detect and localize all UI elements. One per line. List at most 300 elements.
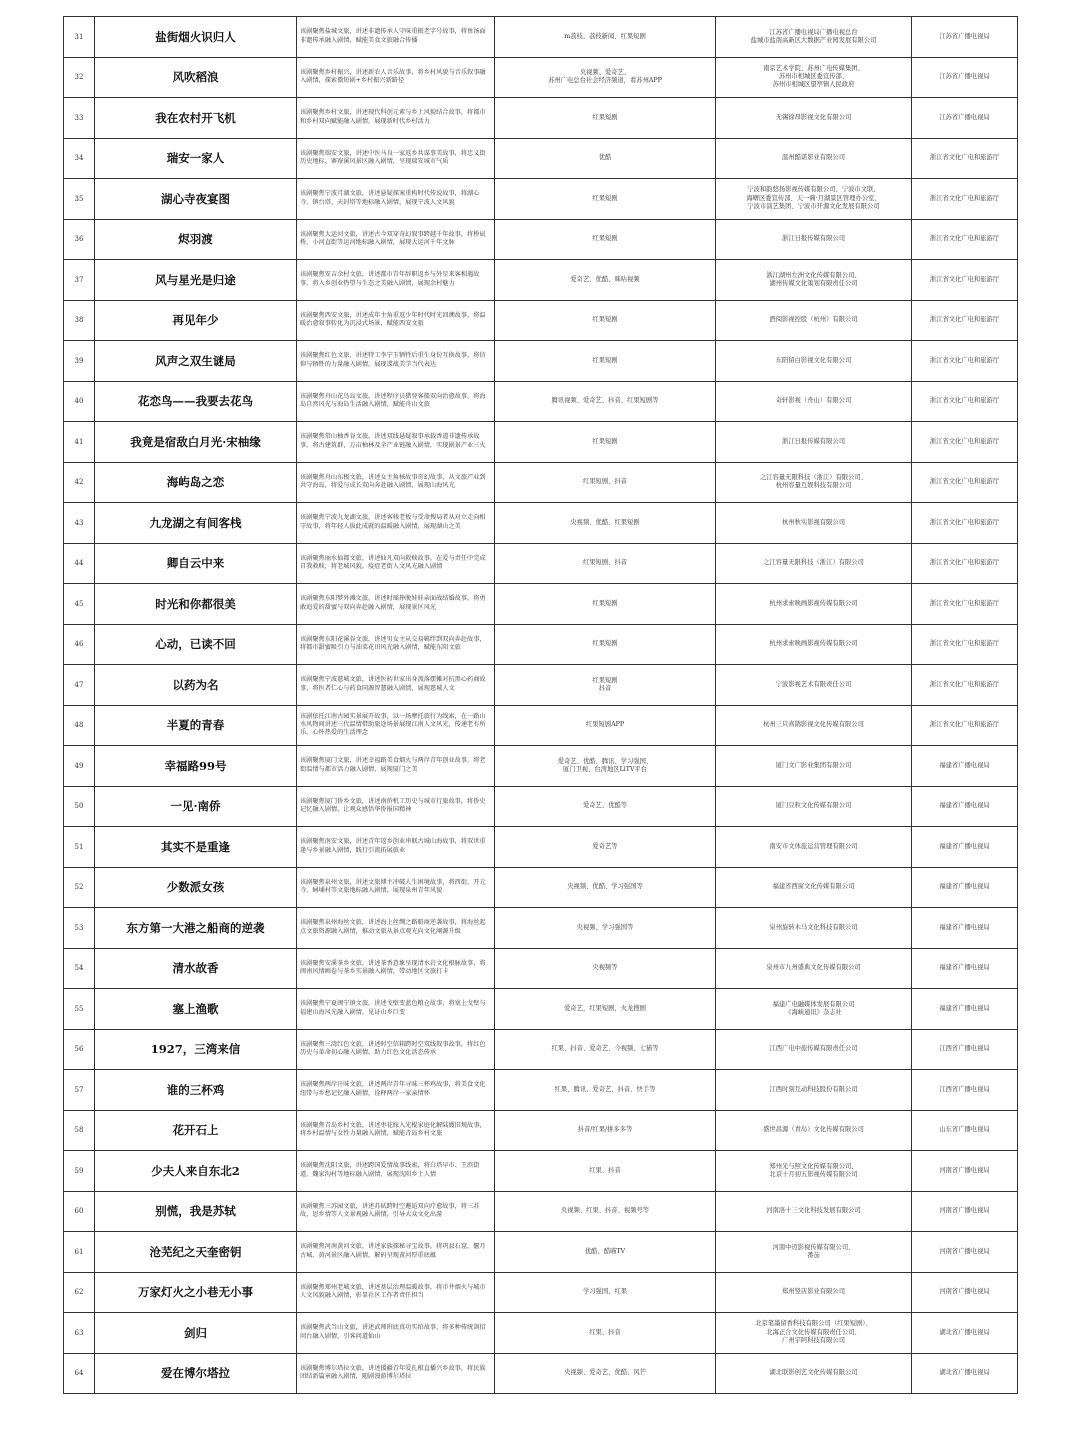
recommending-department-text: 江苏省广播电视局 (939, 73, 990, 81)
recommending-department (912, 908, 1018, 949)
broadcast-platform-text: 红果短剧 (592, 640, 618, 648)
production-company (716, 1070, 912, 1111)
recommending-department-text: 浙江省文化广电和旅游厅 (929, 680, 1000, 688)
production-company (716, 624, 912, 665)
broadcast-platform-text: 红果、腾讯、爱奇艺、抖音、快手等 (554, 1085, 656, 1093)
drama-description (297, 260, 495, 301)
recommending-department-text: 浙江省文化广电和旅游厅 (929, 478, 1000, 486)
drama-description-text: 该剧聚焦郑州老城文旅，讲述基层治理温暖故事，将市井烟火与城市人文风貌融入剧情，彰显社区工作者责任担当 (300, 1283, 486, 1300)
drama-title (95, 1313, 297, 1354)
broadcast-platform-text: 红果、抖音 (589, 1166, 621, 1174)
drama-title-text: 心动，已读不回 (155, 637, 236, 652)
drama-title (95, 1272, 297, 1313)
production-company (716, 260, 912, 301)
broadcast-platform (495, 989, 716, 1030)
row-number-text: 57 (74, 1085, 84, 1094)
drama-description (297, 543, 495, 584)
production-company (716, 1353, 912, 1394)
production-company (716, 1272, 912, 1313)
table-row (64, 98, 1018, 139)
production-company (716, 1313, 912, 1354)
broadcast-platform (495, 1070, 716, 1111)
drama-description (297, 219, 495, 260)
recommending-department (912, 705, 1018, 746)
recommending-department-text: 河南省广播电视局 (939, 1247, 990, 1255)
drama-description-text: 该剧聚焦西安文旅，讲述成年主角重返少年时代时光回溯故事，将温暖治愈叙事转化为沉浸式场景，赋能西安文旅 (300, 311, 486, 328)
recommending-department (912, 219, 1018, 260)
row-number-text: 63 (74, 1328, 84, 1337)
table-row (64, 1272, 1018, 1313)
production-company (716, 908, 912, 949)
production-company-text: 酒阅影视控股（杭州）有限公司 (769, 316, 858, 324)
recommending-department (912, 1070, 1018, 1111)
row-number (64, 908, 95, 949)
drama-title-text: 再见年少 (172, 313, 219, 328)
recommending-department-text: 浙江省文化广电和旅游厅 (929, 316, 1000, 324)
table-row (64, 746, 1018, 787)
row-number-text: 31 (74, 32, 84, 41)
recommending-department (912, 867, 1018, 908)
row-number (64, 1353, 95, 1394)
drama-description-text: 该剧聚焦舟山花鸟岛文旅，讲述程序员猎登客船双向治愈故事，将海岛自然风光与海岛生活融入剧情，赋能舟山文旅 (300, 392, 486, 409)
drama-description (297, 1151, 495, 1192)
table-row (64, 17, 1018, 58)
drama-title-text: 清水故香 (172, 961, 219, 976)
recommending-department-text: 河南省广播电视局 (939, 1166, 990, 1174)
production-company-text: 浙江湖州左洲文化传媒有限公司、 湖州传媒文化策划有限责任公司 (766, 271, 861, 287)
drama-description-text: 该剧聚焦乡村振兴，讲述新农人音乐故事，将乡村风貌与音乐叙事融入剧情，探索微短剧+乡村振兴新路径 (300, 68, 486, 85)
drama-title (95, 786, 297, 827)
row-number-text: 42 (74, 478, 84, 487)
production-company-text: 江西广电中旅传媒有限责任公司 (769, 1045, 858, 1053)
row-number-text: 46 (74, 640, 84, 649)
recommending-department (912, 1272, 1018, 1313)
recommending-department-text: 浙江省文化广电和旅游厅 (929, 721, 1000, 729)
table-row (64, 989, 1018, 1030)
drama-title (95, 827, 297, 868)
broadcast-platform (495, 948, 716, 989)
drama-description-text: 该剧聚焦南安文旅，讲述青年返乡创业串联古城山海故事，将双世重逢与乡景融入剧情，践行引流拓展旅业 (300, 838, 486, 854)
drama-title (95, 1070, 297, 1111)
row-number-text: 51 (74, 842, 84, 851)
drama-title (95, 1029, 297, 1070)
recommending-department (912, 827, 1018, 868)
drama-description (297, 1191, 495, 1232)
recommending-department (912, 1110, 1018, 1151)
drama-title-text: 剑归 (184, 1325, 207, 1340)
row-number (64, 665, 95, 706)
drama-title (95, 584, 297, 625)
drama-title (95, 17, 297, 58)
broadcast-platform-text: 红果短剧 抖音 (592, 676, 618, 692)
broadcast-platform (495, 300, 716, 341)
broadcast-platform (495, 1110, 716, 1151)
drama-description (297, 1313, 495, 1354)
drama-title-text: 少夫人来自东北2 (151, 1163, 240, 1178)
broadcast-platform-text: 红果短剧 (592, 599, 618, 607)
production-company (716, 462, 912, 503)
recommending-department (912, 17, 1018, 58)
drama-title (95, 989, 297, 1030)
production-company-text: 杭州秋实影视有限公司 (782, 518, 845, 526)
table-row (64, 260, 1018, 301)
row-number (64, 1313, 95, 1354)
drama-title-text: 谁的三杯鸡 (166, 1082, 225, 1097)
drama-description-text: 该剧聚焦常山柚香谷文旅，讲述双线悬疑叙事承载香道非遗传承故事，将古建筑群，万亩柚林及全产业链融入剧情，实现剧景产业三火 (300, 433, 486, 449)
production-company (716, 57, 912, 98)
broadcast-platform (495, 422, 716, 463)
recommending-department (912, 138, 1018, 179)
drama-title-text: 海屿岛之恋 (166, 475, 225, 490)
recommending-department-text: 浙江省文化广电和旅游厅 (929, 194, 1000, 202)
recommending-department-text: 湖北省广播电视局 (939, 1369, 990, 1377)
drama-title-text: 花开石上 (172, 1123, 219, 1138)
row-number (64, 462, 95, 503)
recommending-department (912, 746, 1018, 787)
broadcast-platform (495, 260, 716, 301)
recommending-department-text: 福建省广播电视局 (939, 1004, 990, 1012)
broadcast-platform (495, 867, 716, 908)
drama-description-text: 该剧聚焦两岸汗味文旅，讲述两岸青年寻味三杯鸡故事，将美食文化纽带与乡愁记忆融入剧情，诠释两岸一家亲情怀 (300, 1081, 486, 1097)
broadcast-platform (495, 1313, 716, 1354)
recommending-department (912, 422, 1018, 463)
drama-description-text: 该剧聚焦厦门文旅，讲述幸福路美食烟火与两岸青年创业故事，将老街温情与都市活力融入剧情，展现厦门之美 (300, 757, 486, 773)
production-company-text: 厦门文广影业集团有限公司 (775, 761, 852, 769)
drama-title-text: 我竟是宿敌白月光·宋柚缘 (130, 434, 261, 449)
table-row (64, 381, 1018, 422)
drama-title (95, 908, 297, 949)
production-company (716, 381, 912, 422)
production-company-text: 南京艺术学院、苏州广电传媒集团、 苏州市相城区委宣传部、 苏州市相城区望亭镇人民政府 (763, 64, 864, 89)
drama-title (95, 341, 297, 382)
row-number-text: 52 (74, 883, 84, 892)
recommending-department (912, 1232, 1018, 1273)
table-row (64, 867, 1018, 908)
broadcast-platform (495, 827, 716, 868)
drama-title-text: 卿自云中来 (166, 556, 225, 571)
broadcast-platform-text: 红果短剧、抖音 (582, 559, 628, 567)
drama-title (95, 1232, 297, 1273)
production-company-text: 郑州竖店影业有限公司 (782, 1288, 845, 1296)
table-row (64, 665, 1018, 706)
broadcast-platform (495, 584, 716, 625)
drama-title (95, 948, 297, 989)
production-company (716, 1191, 912, 1232)
recommending-department (912, 462, 1018, 503)
drama-description-text: 该剧聚焦三苏园文旅，讲述苏轼跨时空邂逅双向疗愈故事，将三苏故、思乡情等人文景观融入剧情，引导大众文化出游 (300, 1202, 480, 1219)
drama-description-text: 该剧聚焦东阳梦外滩文旅，讲述时瑶挣脱娃娃亲面战结婚故事，将勇敢追爱的甜蜜与双向奔赴融入剧情，展现景区风光 (300, 595, 486, 611)
drama-title (95, 422, 297, 463)
recommending-department (912, 786, 1018, 827)
row-number-text: 54 (74, 964, 84, 973)
row-number (64, 746, 95, 787)
table-row (64, 1232, 1018, 1273)
row-number-text: 36 (74, 235, 84, 244)
recommending-department-text: 福建省广播电视局 (939, 802, 990, 810)
row-number (64, 1191, 95, 1232)
production-company (716, 705, 912, 746)
production-company (716, 543, 912, 584)
drama-description (297, 503, 495, 544)
drama-description-text: 该剧聚焦河南黄河文旅，讲述家族探秘寻宝故事，将巩县石窟、偃月古城、黄河景区融入剧情，解码呈现黄河厚重底蕴 (300, 1243, 486, 1259)
broadcast-platform-text: 央视频、优酷、红果短剧 (570, 518, 640, 526)
production-company-text: 福建省西窗文化传媒有限公司 (772, 883, 855, 891)
recommending-department (912, 57, 1018, 98)
broadcast-platform (495, 908, 716, 949)
production-company-text: 东阳留白影视文化有限公司 (775, 356, 852, 364)
drama-description (297, 1070, 495, 1111)
broadcast-platform (495, 503, 716, 544)
production-company-text: 浙江日报传媒有限公司 (782, 235, 845, 243)
drama-title (95, 1353, 297, 1394)
recommending-department (912, 341, 1018, 382)
drama-description-text: 该剧聚焦东阳花溪谷文旅，讲述男女主从交易羁绊到双向奔赴故事，将都市甜蜜吸引力与油菜花田风光融入剧情，赋能东阳文旅 (300, 635, 486, 652)
production-company (716, 422, 912, 463)
broadcast-platform (495, 543, 716, 584)
production-company (716, 219, 912, 260)
drama-description (297, 1353, 495, 1394)
row-number (64, 503, 95, 544)
drama-title-text: 风吹稻浪 (172, 70, 219, 85)
drama-description-text: 该剧聚焦武当山文旅，讲述武师班底真功实拍故事，将多种传统剑招问台融入剧情，引客问道仙山 (300, 1324, 486, 1340)
recommending-department-text: 福建省广播电视局 (939, 842, 990, 850)
drama-title (95, 381, 297, 422)
table-row (64, 1353, 1018, 1394)
production-company (716, 1232, 912, 1273)
production-company (716, 827, 912, 868)
row-number-text: 35 (74, 194, 84, 203)
table-row (64, 1029, 1018, 1070)
broadcast-platform-text: 央视频、学习强国等 (576, 923, 634, 931)
drama-description-text: 该剧聚焦安溪茶乡文旅，讲述茶香意象呈现清水岩文化根脉故事，将闽南风情画卷与茶乡实景融入剧情，带动地区文旅打卡 (300, 959, 486, 976)
row-number-text: 39 (74, 356, 84, 365)
row-number-text: 50 (74, 802, 84, 811)
row-number (64, 543, 95, 584)
drama-title (95, 746, 297, 787)
production-company-text: 江苏省广播电视局广播电视总台 盐城市盐南高新区大数据产业园发展有限公司 (750, 28, 877, 44)
recommending-department (912, 503, 1018, 544)
production-company-text: 之江容量无限科技（浙江）有限公司 (763, 559, 864, 567)
table-row (64, 1110, 1018, 1151)
drama-description-text: 该剧聚焦乡村文旅，讲述现代科创元素与乡土风貌结合故事，将都市和乡村双向赋能融入剧情，展现新时代乡村活力 (300, 109, 486, 125)
drama-description-text: 该剧聚焦泉州文旅，讲述文旅博主冲破人生困境故事，将西街、开元寺、蟳埔村等文旅地标融入剧情，展现泉州青年风貌 (300, 878, 486, 895)
drama-title-text: 幸福路99号 (164, 758, 227, 773)
drama-description (297, 665, 495, 706)
broadcast-platform (495, 1151, 716, 1192)
production-company-text: 郑州光与照文化传媒有限公司、 北京十月初五影视传媒有限公司 (769, 1162, 858, 1178)
broadcast-platform (495, 341, 716, 382)
table-row (64, 57, 1018, 98)
recommending-department-text: 浙江省文化广电和旅游厅 (929, 559, 1000, 567)
broadcast-platform (495, 17, 716, 58)
broadcast-platform-text: 爱奇艺、优酷等 (582, 802, 628, 810)
recommending-department (912, 98, 1018, 139)
drama-description (297, 624, 495, 665)
recommending-department (912, 1353, 1018, 1394)
row-number-text: 62 (74, 1288, 84, 1297)
production-company-text: 宁波和韵悠扬影视传媒有限公司、宁波市文联、 海曙区委宣传部、天一阁·月湖景区管理办公室、 宁波市演艺集团、宁波市开源文化发展有限公司 (746, 186, 881, 210)
drama-title-text: 一见·南侨 (170, 799, 221, 814)
production-company-text: 杭州求索映画影视传媒有限公司 (769, 599, 858, 607)
row-number-text: 56 (74, 1045, 84, 1054)
drama-title-text: 湖心寺夜宴图 (161, 191, 230, 206)
drama-title (95, 462, 297, 503)
row-number-text: 40 (74, 397, 84, 406)
broadcast-platform (495, 705, 716, 746)
production-company (716, 584, 912, 625)
row-number (64, 1232, 95, 1273)
drama-title-text: 我在农村开飞机 (155, 110, 236, 125)
drama-title (95, 138, 297, 179)
recommending-department-text: 江苏省广播电视局 (939, 32, 990, 40)
table-row (64, 179, 1018, 220)
production-company (716, 179, 912, 220)
production-company (716, 17, 912, 58)
drama-description (297, 341, 495, 382)
broadcast-platform-text: 红果短剧 (592, 356, 618, 364)
production-company (716, 665, 912, 706)
drama-description-text: 该剧聚焦舟山东极文旅，讲述女主角核故事奇幻故事，从文旅产业到共守海岛，将爱与成长双向奔赴融入剧情，展现山海风光 (300, 473, 486, 490)
recommending-department (912, 179, 1018, 220)
row-number (64, 786, 95, 827)
drama-title (95, 503, 297, 544)
broadcast-platform (495, 1272, 716, 1313)
drama-description (297, 584, 495, 625)
production-company-text: 泉州市九州盛典文化传媒有限公司 (766, 964, 861, 972)
recommending-department-text: 浙江省文化广电和旅游厅 (929, 599, 1000, 607)
recommending-department-text: 浙江省文化广电和旅游厅 (929, 235, 1000, 243)
drama-description (297, 300, 495, 341)
drama-description-text: 该剧聚焦大运河文旅，讲述古今双穿奇幻叙事跨越千年故事，将桥宸桥、小河直街等运河地标融入剧情，展现大运河千年文脉 (300, 230, 486, 247)
row-number-text: 49 (74, 761, 84, 770)
table-row (64, 503, 1018, 544)
table-row (64, 584, 1018, 625)
production-company-text: 杭州求索映画影视传媒有限公司 (769, 640, 858, 648)
drama-description-text: 该剧聚焦沈阳文旅，讲述跨国爱情故事线索，将白塔早市、王滨街道、魏家沟村等地标融入剧情，展现沈阳乡土人情 (300, 1162, 480, 1178)
broadcast-platform-text: 学习强国、红果 (582, 1288, 628, 1296)
drama-description (297, 1029, 495, 1070)
project-table (63, 16, 1018, 1394)
broadcast-platform (495, 746, 716, 787)
table-row (64, 624, 1018, 665)
row-number (64, 705, 95, 746)
broadcast-platform (495, 1029, 716, 1070)
production-company (716, 746, 912, 787)
production-company-text: 宁波影视艺术有限责任公司 (775, 680, 852, 688)
table-row (64, 219, 1018, 260)
production-company-text: 江西时刻互动科技股份有限公司 (769, 1085, 858, 1093)
drama-title-text: 1927，三湾来信 (150, 1042, 241, 1057)
row-number (64, 341, 95, 382)
row-number (64, 138, 95, 179)
production-company-text: 南安市文体旅运营管理有限公司 (769, 842, 858, 850)
table-row (64, 908, 1018, 949)
row-number (64, 1272, 95, 1313)
drama-description (297, 786, 495, 827)
drama-title-text: 时光和你都很美 (155, 596, 236, 611)
recommending-department-text: 江苏省广播电视局 (939, 113, 990, 121)
drama-title-text: 东方第一大港之船商的逆袭 (126, 920, 265, 935)
row-number-text: 61 (74, 1247, 84, 1256)
drama-description-text: 该剧聚焦宁波月湖文旅，讲述悬疑探案重构时代传说故事，将湖心寺、镇台塔、天封塔等地标融入剧情，展现宁波人文风貌 (300, 190, 480, 206)
project-table-body (64, 17, 1018, 1394)
drama-title-text: 别慌，我是苏轼 (155, 1204, 236, 1219)
recommending-department (912, 381, 1018, 422)
drama-description-text: 该剧聚焦三湾红色文旅，讲述时空信箱跨时空双线叙事故事，将红色历史与革命初心融入剧情，助力红色文化活态传承 (300, 1040, 486, 1057)
production-company-text: 杭州三只喜鹊影视文化传媒有限公司 (763, 721, 864, 729)
row-number (64, 57, 95, 98)
row-number (64, 300, 95, 341)
table-row (64, 341, 1018, 382)
drama-description-text: 该剧聚焦宁波慈城文旅，讲述医药世家出身流落摆摊对抗黑心药商故事，将医者仁心与药食同源智慧融入剧情，展现慈城人文 (300, 676, 486, 692)
recommending-department (912, 260, 1018, 301)
drama-title-text: 烬羽渡 (178, 232, 213, 247)
broadcast-platform-text: 红果短剧 (592, 437, 618, 445)
row-number (64, 1110, 95, 1151)
production-company (716, 1029, 912, 1070)
broadcast-platform (495, 1232, 716, 1273)
drama-description (297, 422, 495, 463)
row-number (64, 219, 95, 260)
row-number-text: 48 (74, 721, 84, 730)
recommending-department-text: 浙江省文化广电和旅游厅 (929, 518, 1000, 526)
drama-title-text: 花恋鸟——我要去花鸟 (138, 394, 253, 409)
row-number-text: 43 (74, 518, 84, 527)
broadcast-platform-text: 优酷 (598, 154, 612, 162)
broadcast-platform-text: 优酷、酷喵TV (584, 1247, 626, 1255)
production-company (716, 867, 912, 908)
row-number (64, 381, 95, 422)
production-company (716, 786, 912, 827)
recommending-department-text: 福建省广播电视局 (939, 761, 990, 769)
row-number (64, 867, 95, 908)
drama-title (95, 705, 297, 746)
recommending-department-text: 浙江省文化广电和旅游厅 (929, 154, 1000, 162)
production-company (716, 300, 912, 341)
drama-description (297, 746, 495, 787)
row-number (64, 179, 95, 220)
production-company-text: 之江容量无限科技（浙江）有限公司、 杭州容量互娱科技有限公司 (759, 474, 868, 490)
recommending-department (912, 665, 1018, 706)
recommending-department-text: 浙江省文化广电和旅游厅 (929, 437, 1000, 445)
broadcast-platform-text: 爱奇艺，红果短剧，火龙搜剧 (564, 1004, 646, 1012)
broadcast-platform-text: 央视频等 (592, 964, 618, 972)
broadcast-platform-text: 爱奇艺等 (592, 842, 618, 850)
row-number (64, 989, 95, 1030)
drama-description (297, 989, 495, 1030)
broadcast-platform-text: 红果短剧 (592, 316, 618, 324)
broadcast-platform-text: 红果短剧APP (585, 721, 625, 729)
drama-title-text: 半夏的青春 (166, 718, 225, 733)
recommending-department (912, 543, 1018, 584)
drama-description (297, 462, 495, 503)
production-company-text: 北京笔墨留香科技有限公司（红果短剧）、 北海正合文化传媒有限责任公司、 广州宇阿科技有限公司 (755, 1320, 872, 1344)
broadcast-platform-text: 红果短剧、抖音 (582, 478, 628, 486)
drama-description-text: 该剧依托江南古园实景展开故事，以一场摩托旅行为线索，在一路山水风物间讲述三代温情借助旅途场景展现江南人文风光，传递老有所乐，心怀热爱的生活理念 (300, 712, 486, 737)
table-row (64, 1191, 1018, 1232)
production-company-text: 厦门豆粒文化传媒有限公司 (775, 802, 852, 810)
broadcast-platform (495, 98, 716, 139)
row-number (64, 98, 95, 139)
production-company (716, 503, 912, 544)
broadcast-platform (495, 57, 716, 98)
drama-title (95, 300, 297, 341)
broadcast-platform-text: 央视频、爱奇艺、 苏州广电总台社会经济频道，看苏州APP (548, 69, 662, 85)
drama-description (297, 57, 495, 98)
row-number (64, 584, 95, 625)
row-number (64, 624, 95, 665)
row-number (64, 827, 95, 868)
